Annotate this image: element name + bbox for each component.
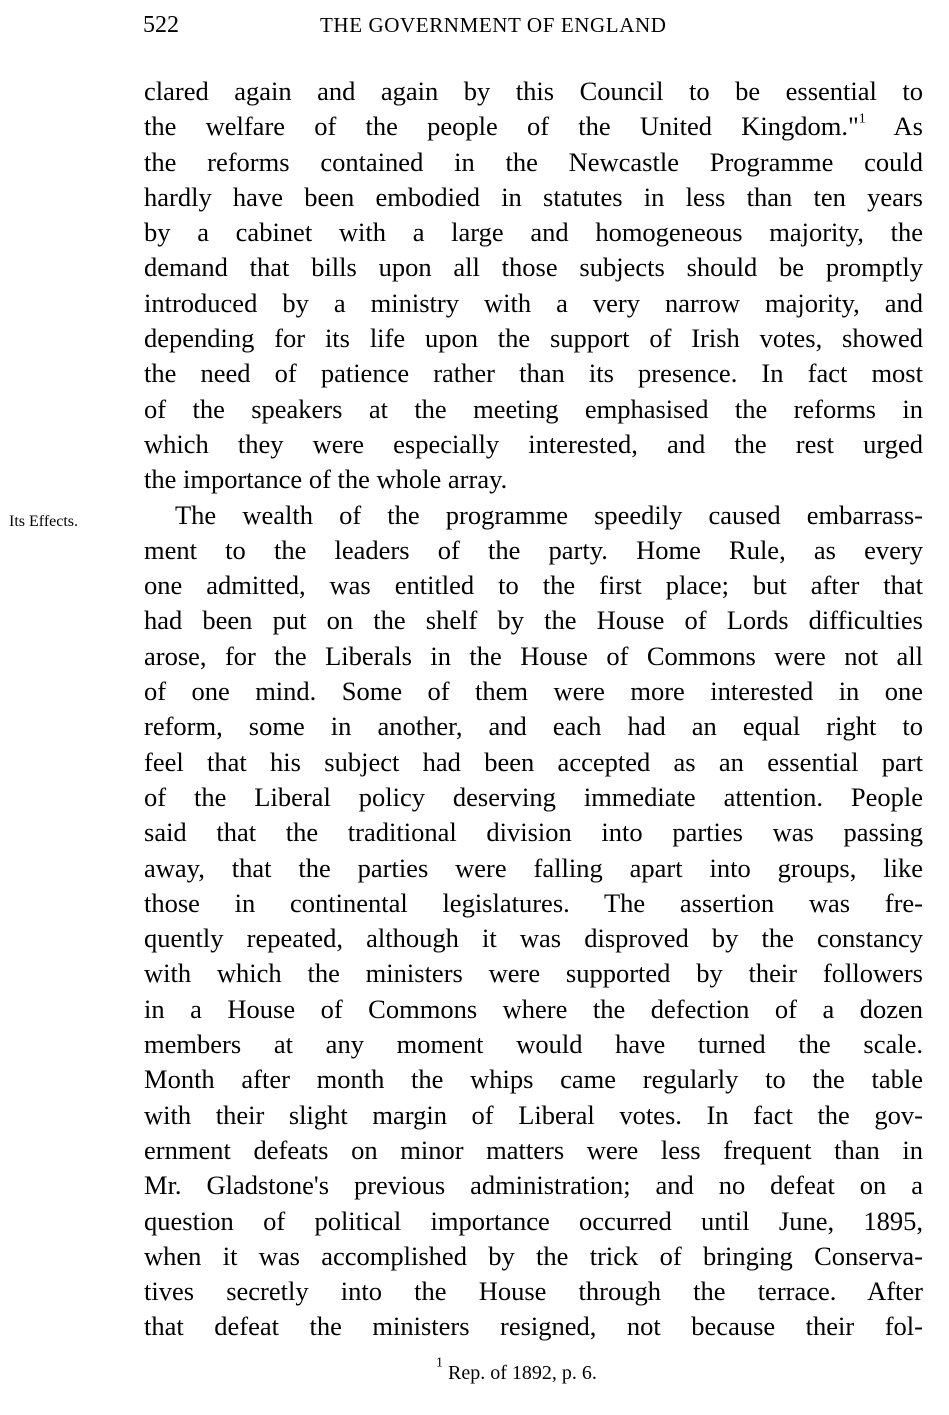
- running-title: THE GOVERNMENT OF ENGLAND: [320, 13, 667, 37]
- text-line: the need of patience rather than its presence. In fact most: [144, 358, 923, 389]
- text-line: the importance of the whole array.: [144, 464, 508, 495]
- text-line: quently repeated, although it was disproved by the constancy: [144, 923, 923, 954]
- footnote: [436, 1355, 597, 1387]
- text-line: that defeat the ministers resigned, not because their fol-: [144, 1311, 923, 1342]
- text-line: question of political importance occurred until June, 1895,: [144, 1205, 923, 1236]
- text-line: when it was accomplished by the trick of bringing Conserva-: [144, 1240, 923, 1271]
- text-line: of the speakers at the meeting emphasised the reforms in: [144, 393, 923, 424]
- text-line: ernment defeats on minor matters were less frequent than in: [144, 1134, 923, 1165]
- text-line: one admitted, was entitled to the first place; but after that: [144, 570, 923, 601]
- text-line: the reforms contained in the Newcastle Programme could: [144, 146, 923, 177]
- text-line: clared again and again by this Council to be essential to: [144, 76, 923, 106]
- text-line: said that the traditional division into parties was passing: [144, 817, 923, 848]
- text-line: had been put on the shelf by the House of Lords difficulties: [144, 605, 923, 636]
- text-line: hardly have been embodied in statutes in less than ten years: [144, 181, 923, 212]
- text-line: members at any moment would have turned the scale.: [144, 1029, 923, 1060]
- text-line: Mr. Gladstone's previous administration; and no defeat on a: [144, 1170, 923, 1201]
- text-line: which they were especially interested, and the rest urged: [144, 428, 923, 459]
- text-line: of one mind. Some of them were more interested in one: [144, 676, 923, 707]
- text-line: of the Liberal policy deserving immediate attention. People: [144, 781, 923, 812]
- running-head: [143, 8, 923, 42]
- margin-note: Its Effects.: [9, 513, 79, 530]
- text-line: in a House of Commons where the defection of a dozen: [144, 993, 923, 1024]
- text-line-content: the welfare of the people of the United Kingdom.": [144, 111, 859, 142]
- text-line: by a cabinet with a large and homogeneous majority, the: [144, 217, 923, 248]
- text-line: with their slight margin of Liberal votes. In fact the gov-: [144, 1099, 923, 1130]
- text-line: feel that his subject had been accepted as an essential part: [144, 746, 923, 777]
- footnote-reference: 1: [858, 111, 866, 127]
- text-line: [144, 109, 923, 144]
- text-line: introduced by a ministry with a very narrow majority, and: [144, 287, 923, 318]
- text-line: away, that the parties were falling apart into groups, like: [144, 852, 923, 883]
- text-line: depending for its life upon the support of Irish votes, showed: [144, 323, 923, 354]
- text-line: those in continental legislatures. The assertion was fre-: [144, 887, 923, 918]
- text-line: The wealth of the programme speedily caused embarrass-: [175, 499, 923, 530]
- text-line: reform, some in another, and each had an equal right to: [144, 711, 923, 742]
- text-line-tail: As: [893, 111, 923, 142]
- text-line: with which the ministers were supported by their followers: [144, 958, 923, 989]
- text-line: demand that bills upon all those subjects should be promptly: [144, 252, 923, 283]
- footnote-text: Rep. of 1892, p. 6.: [448, 1362, 597, 1384]
- body-text: [144, 74, 923, 1345]
- text-line: Month after month the whips came regularly to the table: [144, 1064, 923, 1095]
- text-line: tives secretly into the House through the terrace. After: [144, 1276, 923, 1307]
- footnote-marker: 1: [436, 1355, 443, 1371]
- page-number: 522: [143, 12, 179, 38]
- text-line: arose, for the Liberals in the House of Commons were not all: [144, 640, 923, 671]
- text-line: ment to the leaders of the party. Home Rule, as every: [144, 534, 923, 565]
